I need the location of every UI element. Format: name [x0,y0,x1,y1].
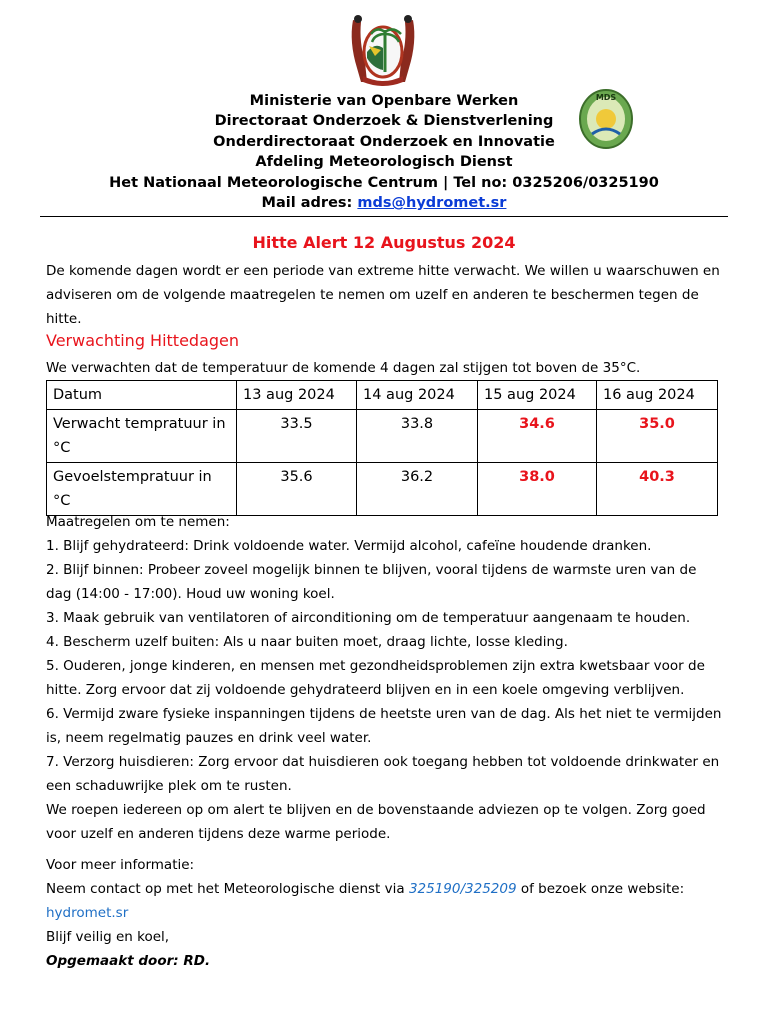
header-mail [0,193,768,213]
list-item: 3. Maak gebruik van ventilatoren of airconditioning om de temperatuur aangenaam te houden. [46,610,691,626]
list-item: 5. Ouderen, jonge kinderen, en mensen met gezondheidsproblemen zijn extra kwetsbaar voor de hitte. Zorg ervoor dat zij voldoende gehydrateerd blijven en in een koele omgeving verblijven. [46,658,705,698]
closing-paragraph: We roepen iedereen op om alert te blijven en de bovenstaande adviezen op te volgen. Zorg goed voor uzelf en anderen tijdens deze warme periode. [46,802,706,842]
author-signature: Opgemaakt door: RD. [46,953,211,969]
table-header-cell: 14 aug 2024 [357,381,478,410]
table-cell-highlight: 34.6 [478,410,597,463]
table-header-row [47,381,718,410]
contact-suffix: of bezoek onze website: [520,881,685,897]
table-cell-highlight: 38.0 [478,463,597,516]
mail-label: Mail adres: [261,195,353,212]
table-header-cell: 16 aug 2024 [597,381,718,410]
contact-line [46,877,726,925]
info-heading: Voor meer informatie: [46,857,195,873]
list-item: 7. Verzorg huisdieren: Zorg ervoor dat huisdieren ook toegang hebben tot voldoende drinkwater en een schaduwrijke plek om te rusten. [46,754,720,794]
header-centre-phone: Het Nationaal Meteorologische Centrum | Tel no: 0325206/0325190 [109,174,659,191]
table-cell: 36.2 [357,463,478,516]
table-cell-highlight: 40.3 [597,463,718,516]
mds-logo-text: MDS [595,93,617,102]
ministry-header [0,91,768,213]
row-label: Verwacht tempratuur in °C [47,410,237,463]
header-ministry: Ministerie van Openbare Werken [249,93,519,109]
contact-prefix: Neem contact op met het Meteorologische dienst via [46,881,405,897]
list-item: 1. Blijf gehydrateerd: Drink voldoende water. Vermijd alcohol, cafeïne houdende dranken. [46,538,652,554]
table-row [47,463,718,516]
info-section [46,853,726,973]
header-department: Afdeling Meteorologisch Dienst [255,154,513,171]
intro-paragraph: De komende dagen wordt er een periode van extreme hitte verwacht. We willen u waarschuwen en adviseren om de volgende maatregelen te nemen om uzelf en anderen te beschermen tegen de hitte. [46,263,720,327]
header-subdirectorate: Onderdirectoraat Onderzoek en Innovatie [213,133,555,150]
table-header-cell: 13 aug 2024 [237,381,357,410]
table-cell-highlight: 35.0 [597,410,718,463]
measures-section [46,510,726,846]
table-header-cell: 15 aug 2024 [478,381,597,410]
measures-heading: Maatregelen om te nemen: [46,514,230,530]
section-title: Verwachting Hittedagen [46,331,240,350]
list-item: 4. Bescherm uzelf buiten: Als u naar buiten moet, draag lichte, losse kleding. [46,634,568,650]
expect-text: We verwachten dat de temperatuur de komende 4 dagen zal stijgen tot boven de 35°C. [46,360,641,376]
mail-link[interactable]: mds@hydromet.sr [357,195,507,212]
table-cell: 33.5 [237,410,357,463]
phone-link[interactable]: 325190/325209 [408,881,517,897]
coat-of-arms-icon [345,12,421,88]
header-divider [40,216,728,217]
alert-title: Hitte Alert 12 Augustus 2024 [252,233,516,252]
list-item: 2. Blijf binnen: Probeer zoveel mogelijk binnen te blijven, vooral tijdens de warmste uren van de dag (14:00 - 17:00). Houd uw woning koel. [46,562,697,602]
forecast-table [46,380,718,516]
list-item: 6. Vermijd zware fysieke inspanningen tijdens de heetste uren van de dag. Als het niet te vermijden is, neem regelmatig pauzes en drink veel water. [46,706,722,746]
table-cell: 33.8 [357,410,478,463]
table-row [47,410,718,463]
header-directorate: Directoraat Onderzoek & Dienstverlening [214,113,554,130]
row-label: Gevoelstempratuur in °C [47,463,237,516]
website-link[interactable]: hydromet.sr [46,905,129,921]
table-header-cell: Datum [47,381,237,410]
table-cell: 35.6 [237,463,357,516]
farewell-text: Blijf veilig en koel, [46,929,170,945]
